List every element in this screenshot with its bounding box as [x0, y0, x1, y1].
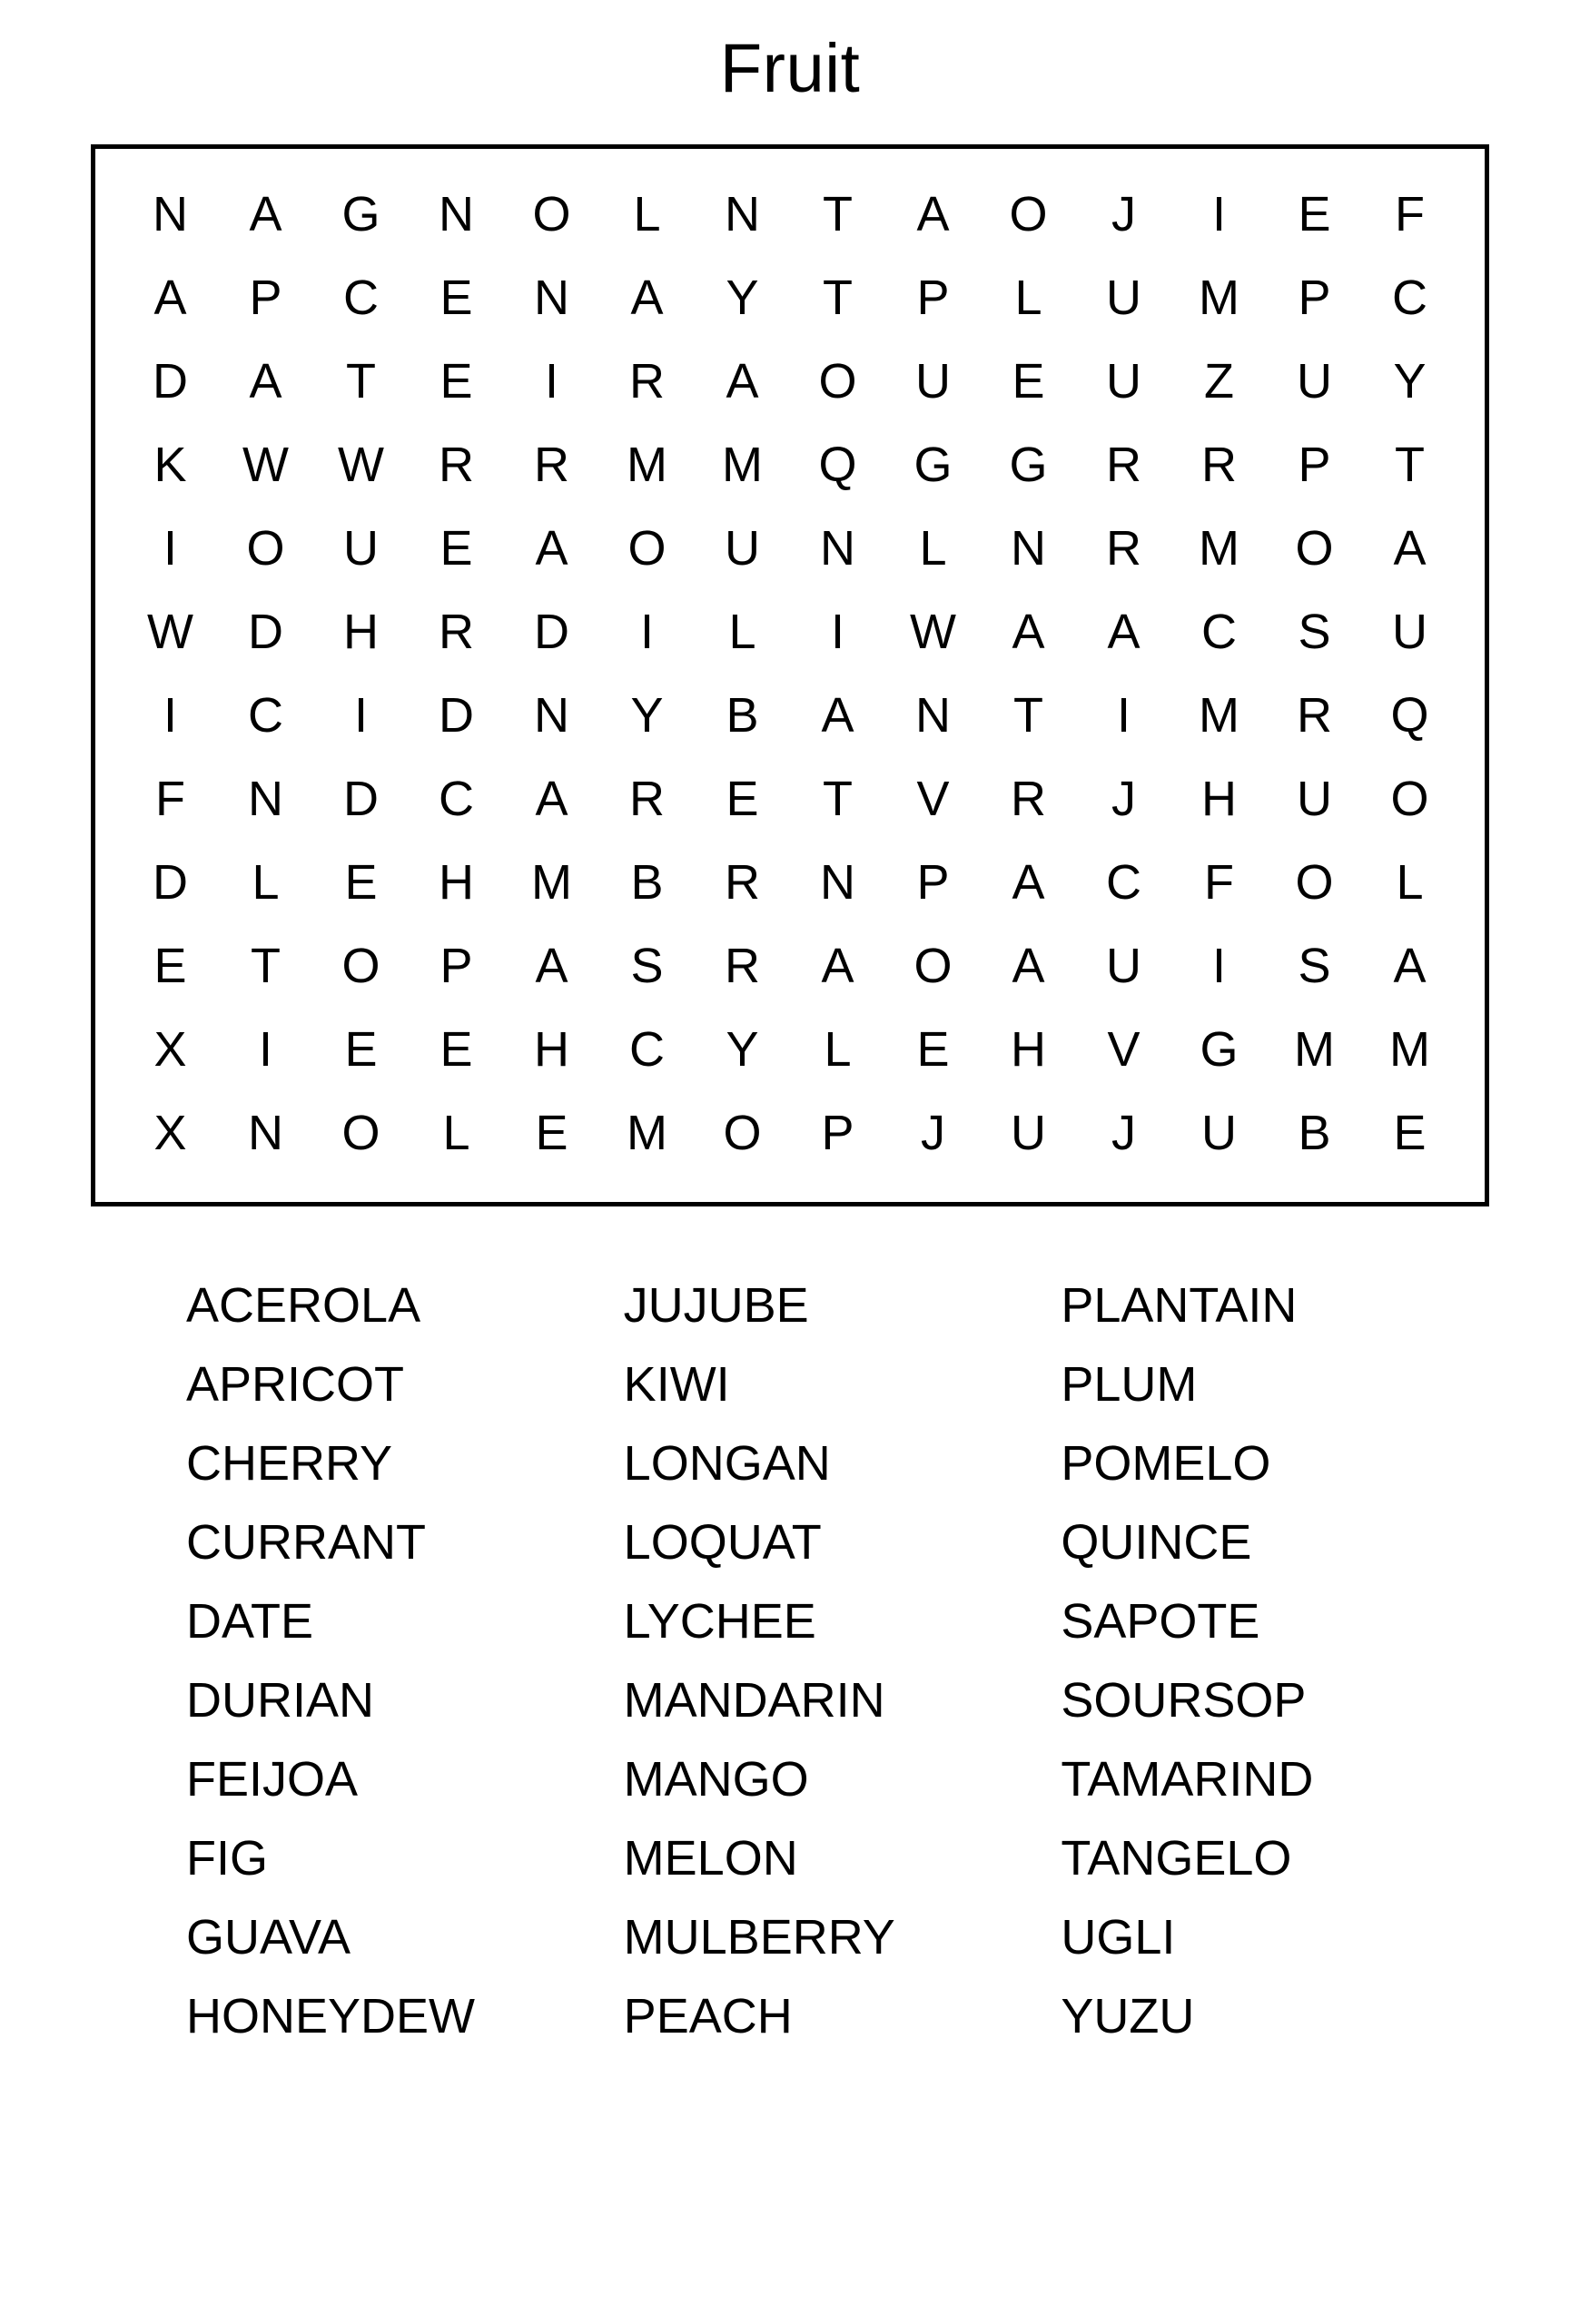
grid-cell[interactable]: C: [1201, 605, 1237, 660]
grid-cell[interactable]: S: [1298, 939, 1331, 994]
word-list-item[interactable]: TANGELO: [1061, 1831, 1292, 1886]
grid-cell[interactable]: L: [919, 521, 947, 576]
grid-cell[interactable]: A: [821, 939, 854, 994]
grid-cell[interactable]: G: [1009, 438, 1048, 493]
grid-cell[interactable]: P: [1298, 438, 1331, 493]
grid-cell[interactable]: R: [1106, 438, 1141, 493]
grid-cell[interactable]: M: [1199, 688, 1239, 743]
grid-cell[interactable]: R: [534, 438, 569, 493]
grid-cell[interactable]: A: [535, 939, 568, 994]
grid-cell[interactable]: E: [1012, 354, 1045, 409]
grid-cell[interactable]: R: [439, 438, 474, 493]
grid-cell[interactable]: T: [251, 939, 281, 994]
letter-grid: [123, 172, 1457, 1175]
grid-cell[interactable]: U: [1297, 354, 1332, 409]
grid-cell[interactable]: A: [1012, 605, 1045, 660]
grid-cell[interactable]: N: [153, 187, 188, 242]
grid-cell[interactable]: R: [439, 605, 474, 660]
grid-cell[interactable]: T: [1013, 688, 1043, 743]
grid-cell[interactable]: E: [344, 1022, 378, 1078]
grid-cell[interactable]: A: [1107, 605, 1141, 660]
grid-cell[interactable]: S: [630, 939, 664, 994]
grid-cell[interactable]: A: [916, 187, 950, 242]
grid-cell[interactable]: H: [534, 1022, 569, 1078]
grid-row: [123, 590, 1457, 674]
grid-cell[interactable]: I: [1211, 187, 1226, 242]
word-list-item[interactable]: PLANTAIN: [1061, 1278, 1298, 1334]
grid-cell[interactable]: T: [823, 271, 853, 326]
grid-row: [123, 256, 1457, 340]
grid-cell[interactable]: L: [442, 1106, 470, 1161]
letter-grid-container: [91, 144, 1489, 1206]
grid-cell[interactable]: A: [726, 354, 759, 409]
grid-cell[interactable]: A: [1393, 939, 1427, 994]
grid-row: [123, 924, 1457, 1008]
grid-cell[interactable]: B: [630, 855, 664, 911]
grid-cell[interactable]: J: [921, 1106, 945, 1161]
grid-cell[interactable]: C: [629, 1022, 665, 1078]
grid-cell[interactable]: I: [544, 354, 558, 409]
grid-cell[interactable]: I: [830, 605, 844, 660]
grid-cell[interactable]: O: [913, 939, 953, 994]
grid-cell[interactable]: E: [439, 521, 473, 576]
grid-cell[interactable]: M: [1389, 1022, 1430, 1078]
grid-cell[interactable]: P: [439, 939, 473, 994]
grid-cell[interactable]: U: [1011, 1106, 1046, 1161]
grid-cell[interactable]: U: [1106, 939, 1141, 994]
grid-cell[interactable]: M: [627, 438, 667, 493]
grid-cell[interactable]: F: [1395, 187, 1425, 242]
grid-cell[interactable]: H: [1201, 772, 1237, 827]
grid-cell[interactable]: U: [1297, 772, 1332, 827]
grid-cell[interactable]: N: [248, 1106, 283, 1161]
grid-cell[interactable]: R: [1011, 772, 1046, 827]
grid-cell[interactable]: G: [1200, 1022, 1239, 1078]
grid-cell[interactable]: R: [1297, 688, 1332, 743]
grid-cell[interactable]: H: [439, 855, 474, 911]
grid-cell[interactable]: G: [913, 438, 953, 493]
grid-cell[interactable]: D: [153, 855, 188, 911]
grid-cell[interactable]: R: [1106, 521, 1141, 576]
grid-cell[interactable]: E: [344, 855, 378, 911]
word-list-item[interactable]: POMELO: [1061, 1436, 1271, 1492]
grid-cell[interactable]: O: [1295, 521, 1334, 576]
grid-cell[interactable]: I: [1211, 939, 1226, 994]
word-list-item[interactable]: PEACH: [623, 1989, 793, 2044]
word-list-item[interactable]: MULBERRY: [623, 1910, 895, 1965]
grid-cell[interactable]: Z: [1204, 354, 1234, 409]
grid-cell[interactable]: U: [1106, 354, 1141, 409]
grid-cell[interactable]: E: [726, 772, 759, 827]
word-list-item[interactable]: APRICOT: [186, 1357, 405, 1413]
grid-cell[interactable]: W: [910, 605, 956, 660]
grid-cell[interactable]: E: [1393, 1106, 1427, 1161]
grid-cell[interactable]: F: [155, 772, 185, 827]
grid-cell[interactable]: V: [916, 772, 950, 827]
grid-cell[interactable]: U: [1392, 605, 1427, 660]
grid-cell[interactable]: A: [153, 271, 187, 326]
grid-cell[interactable]: C: [1106, 855, 1141, 911]
word-list-item[interactable]: YUZU: [1061, 1989, 1195, 2044]
grid-cell[interactable]: X: [153, 1022, 187, 1078]
grid-cell[interactable]: U: [1106, 271, 1141, 326]
grid-cell[interactable]: Y: [630, 688, 664, 743]
word-list-item[interactable]: GUAVA: [186, 1910, 351, 1965]
grid-cell[interactable]: O: [341, 939, 380, 994]
word-list-item[interactable]: MANDARIN: [623, 1673, 885, 1728]
word-list-item[interactable]: ACEROLA: [186, 1278, 421, 1334]
word-list-item[interactable]: FIG: [186, 1831, 268, 1886]
grid-cell[interactable]: X: [153, 1106, 187, 1161]
word-list-item[interactable]: SAPOTE: [1061, 1594, 1260, 1649]
grid-cell[interactable]: P: [821, 1106, 854, 1161]
word-list-item[interactable]: SOURSOP: [1061, 1673, 1307, 1728]
word-list-column-3: [1061, 1266, 1498, 2056]
grid-cell[interactable]: N: [534, 688, 569, 743]
grid-cell[interactable]: L: [252, 855, 280, 911]
grid-cell[interactable]: T: [346, 354, 376, 409]
grid-cell[interactable]: L: [728, 605, 756, 660]
grid-cell[interactable]: C: [343, 271, 379, 326]
grid-cell[interactable]: N: [439, 187, 474, 242]
word-list-item[interactable]: QUINCE: [1061, 1515, 1252, 1571]
grid-cell[interactable]: O: [1295, 855, 1334, 911]
grid-cell[interactable]: A: [821, 688, 854, 743]
grid-cell[interactable]: I: [258, 1022, 272, 1078]
grid-cell[interactable]: A: [1012, 939, 1045, 994]
grid-cell[interactable]: Y: [1393, 354, 1427, 409]
grid-cell[interactable]: R: [629, 354, 665, 409]
grid-cell[interactable]: W: [147, 605, 193, 660]
grid-cell[interactable]: H: [343, 605, 379, 660]
grid-cell[interactable]: A: [249, 354, 282, 409]
word-list-column-1: [186, 1266, 624, 2056]
grid-cell[interactable]: N: [1011, 521, 1046, 576]
word-list-item[interactable]: CURRANT: [186, 1515, 426, 1571]
word-list-item[interactable]: LOQUAT: [623, 1515, 822, 1571]
grid-cell[interactable]: U: [343, 521, 379, 576]
grid-cell[interactable]: S: [1298, 605, 1331, 660]
grid-cell[interactable]: C: [1392, 271, 1427, 326]
grid-cell[interactable]: R: [1201, 438, 1237, 493]
grid-cell[interactable]: O: [818, 354, 857, 409]
grid-row: [123, 1008, 1457, 1091]
grid-cell[interactable]: O: [723, 1106, 762, 1161]
grid-cell[interactable]: I: [353, 688, 368, 743]
grid-cell[interactable]: T: [1395, 438, 1425, 493]
grid-cell[interactable]: J: [1111, 772, 1136, 827]
word-list-item[interactable]: PLUM: [1061, 1357, 1198, 1413]
page-title: Fruit: [719, 30, 861, 107]
grid-cell[interactable]: E: [153, 939, 187, 994]
grid-cell[interactable]: K: [153, 438, 187, 493]
grid-cell[interactable]: E: [439, 354, 473, 409]
grid-cell[interactable]: R: [629, 772, 665, 827]
grid-cell[interactable]: M: [1199, 271, 1239, 326]
grid-cell[interactable]: Y: [726, 1022, 759, 1078]
grid-cell[interactable]: P: [1298, 271, 1331, 326]
grid-cell[interactable]: A: [249, 187, 282, 242]
grid-cell[interactable]: D: [248, 605, 283, 660]
grid-cell[interactable]: Y: [726, 271, 759, 326]
grid-cell[interactable]: J: [1111, 1106, 1136, 1161]
word-list-item[interactable]: LONGAN: [623, 1436, 831, 1492]
grid-cell[interactable]: U: [915, 354, 951, 409]
grid-cell[interactable]: O: [1009, 187, 1048, 242]
word-list-item[interactable]: KIWI: [623, 1357, 730, 1413]
grid-cell[interactable]: L: [1014, 271, 1042, 326]
grid-cell[interactable]: I: [163, 521, 177, 576]
grid-cell[interactable]: O: [532, 187, 571, 242]
word-list-column-2: [624, 1266, 1062, 2056]
grid-cell[interactable]: P: [249, 271, 282, 326]
grid-cell[interactable]: N: [915, 688, 951, 743]
word-list-item[interactable]: DATE: [186, 1594, 314, 1649]
grid-cell[interactable]: Q: [818, 438, 857, 493]
grid-cell[interactable]: M: [722, 438, 763, 493]
grid-cell[interactable]: P: [916, 855, 950, 911]
grid-cell[interactable]: D: [343, 772, 379, 827]
grid-cell[interactable]: A: [535, 521, 568, 576]
grid-cell[interactable]: B: [726, 688, 759, 743]
grid-cell[interactable]: E: [439, 271, 473, 326]
grid-cell[interactable]: O: [246, 521, 285, 576]
word-list: [82, 1266, 1498, 2056]
grid-cell[interactable]: T: [823, 772, 853, 827]
grid-cell[interactable]: N: [248, 772, 283, 827]
grid-cell[interactable]: A: [1012, 855, 1045, 911]
grid-cell[interactable]: O: [1390, 772, 1429, 827]
grid-cell[interactable]: J: [1111, 187, 1136, 242]
grid-cell[interactable]: N: [534, 271, 569, 326]
grid-cell[interactable]: V: [1107, 1022, 1141, 1078]
grid-cell[interactable]: E: [1298, 187, 1331, 242]
grid-cell[interactable]: M: [531, 855, 572, 911]
word-list-item[interactable]: MANGO: [623, 1752, 809, 1807]
grid-row: [123, 423, 1457, 507]
grid-cell[interactable]: A: [1393, 521, 1427, 576]
grid-cell[interactable]: I: [163, 688, 177, 743]
word-list-item[interactable]: JUJUBE: [623, 1278, 809, 1334]
grid-cell[interactable]: L: [633, 187, 661, 242]
grid-cell[interactable]: Q: [1390, 688, 1429, 743]
word-list-item[interactable]: CHERRY: [186, 1436, 393, 1492]
grid-cell[interactable]: A: [630, 271, 664, 326]
grid-cell[interactable]: M: [1199, 521, 1239, 576]
word-list-item[interactable]: HONEYDEW: [186, 1989, 476, 2044]
grid-cell[interactable]: B: [1298, 1106, 1331, 1161]
word-list-item[interactable]: LYCHEE: [623, 1594, 816, 1649]
grid-cell[interactable]: O: [341, 1106, 380, 1161]
grid-cell[interactable]: N: [820, 855, 855, 911]
grid-cell[interactable]: D: [534, 605, 569, 660]
grid-cell[interactable]: I: [1116, 688, 1131, 743]
grid-cell[interactable]: U: [1201, 1106, 1237, 1161]
grid-cell[interactable]: I: [639, 605, 654, 660]
grid-cell[interactable]: C: [248, 688, 283, 743]
grid-cell[interactable]: E: [439, 1022, 473, 1078]
grid-cell[interactable]: R: [725, 855, 760, 911]
grid-cell[interactable]: L: [824, 1022, 852, 1078]
grid-cell[interactable]: F: [1204, 855, 1234, 911]
grid-cell[interactable]: O: [627, 521, 667, 576]
word-list-item[interactable]: FEIJOA: [186, 1752, 359, 1807]
grid-cell[interactable]: M: [1294, 1022, 1335, 1078]
grid-row: [123, 507, 1457, 590]
grid-cell[interactable]: E: [916, 1022, 950, 1078]
grid-cell[interactable]: R: [725, 939, 760, 994]
grid-cell[interactable]: E: [535, 1106, 568, 1161]
grid-row: [123, 340, 1457, 423]
grid-cell[interactable]: H: [1011, 1022, 1046, 1078]
grid-cell[interactable]: M: [627, 1106, 667, 1161]
grid-row: [123, 841, 1457, 924]
word-list-item[interactable]: DURIAN: [186, 1673, 375, 1728]
word-list-item[interactable]: MELON: [623, 1831, 798, 1886]
grid-cell[interactable]: W: [338, 438, 384, 493]
grid-cell[interactable]: A: [535, 772, 568, 827]
word-list-item[interactable]: TAMARIND: [1061, 1752, 1314, 1807]
grid-cell[interactable]: U: [725, 521, 760, 576]
grid-row: [123, 1091, 1457, 1175]
grid-cell[interactable]: G: [341, 187, 380, 242]
grid-cell[interactable]: D: [439, 688, 474, 743]
grid-row: [123, 674, 1457, 757]
word-list-item[interactable]: UGLI: [1061, 1910, 1176, 1965]
grid-cell[interactable]: D: [153, 354, 188, 409]
grid-cell[interactable]: P: [916, 271, 950, 326]
grid-row: [123, 757, 1457, 841]
grid-cell[interactable]: W: [242, 438, 289, 493]
grid-cell[interactable]: T: [823, 187, 853, 242]
grid-row: [123, 172, 1457, 256]
grid-cell[interactable]: N: [725, 187, 760, 242]
grid-cell[interactable]: L: [1396, 855, 1424, 911]
grid-cell[interactable]: N: [820, 521, 855, 576]
grid-cell[interactable]: C: [439, 772, 474, 827]
